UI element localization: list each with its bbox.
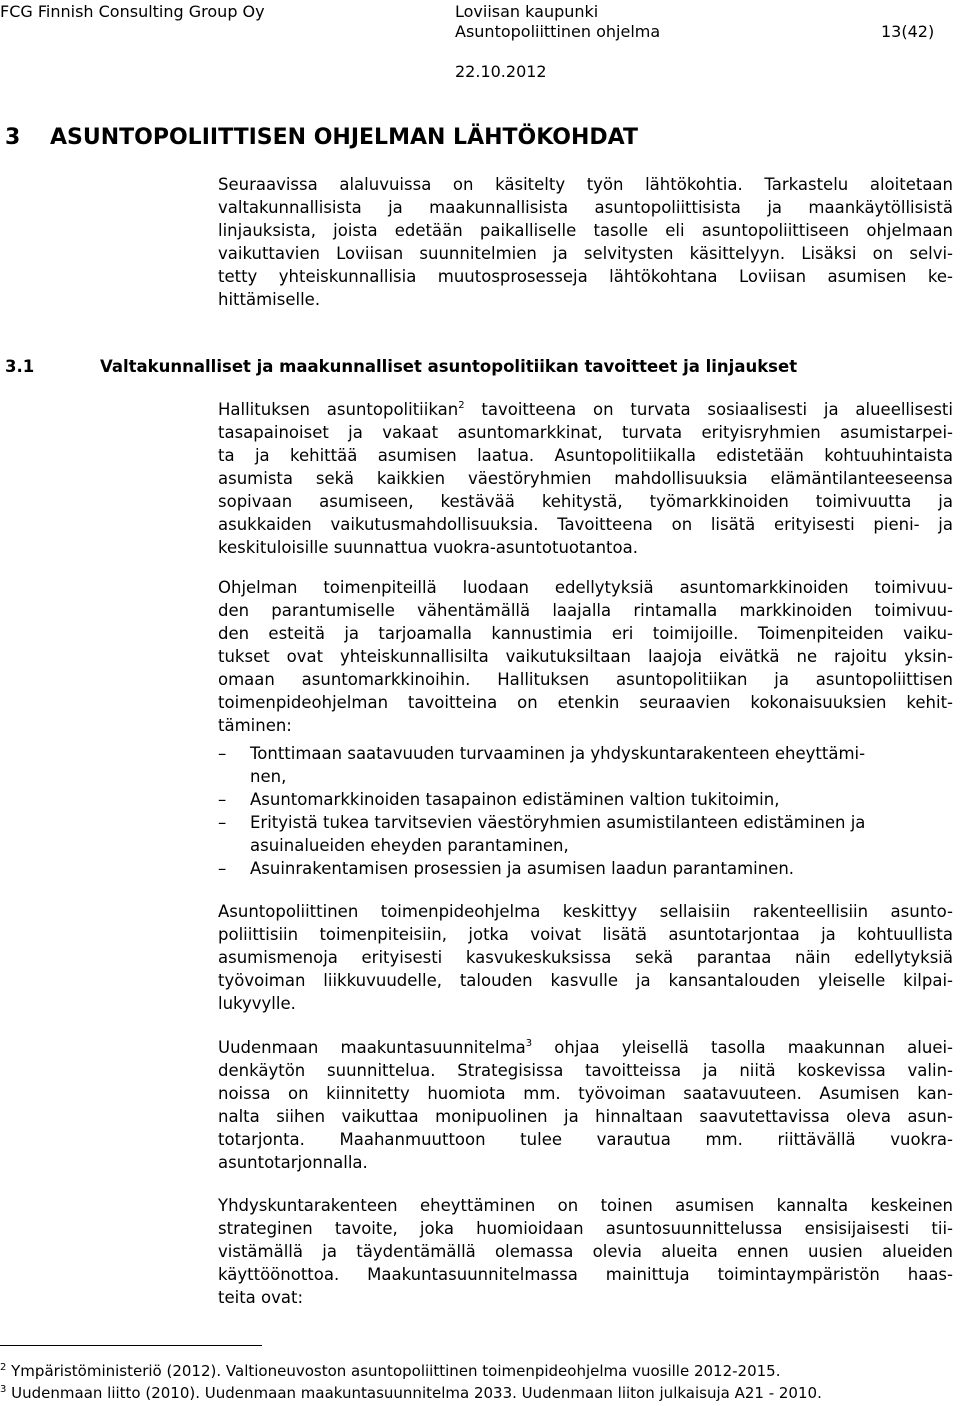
header-client: Loviisan kaupunki <box>455 2 599 21</box>
section-number: 3.1 <box>5 357 35 376</box>
text-line <box>218 398 953 421</box>
text-line: tasapainoiset ja vakaat asuntomarkkinat, turvata erityisryhmien asumistarpei- <box>218 423 953 442</box>
text-line: Asuinrakentamisen prosessien ja asumisen laadun parantaminen. <box>250 859 795 878</box>
footnote-separator <box>0 1345 262 1346</box>
list-item <box>218 742 953 788</box>
goals-list <box>218 742 953 880</box>
text-line: Seuraavissa alaluvuissa on käsitelty työn lähtökohtia. Tarkastelu aloitetaan <box>218 175 953 194</box>
text-line: keskituloisille suunnattua vuokra-asuntotuotantoa. <box>218 538 638 557</box>
text-line: den parantumiselle vähentämällä laajalla rintamalla markkinoiden toimivuu- <box>218 601 953 620</box>
text-line: täminen: <box>218 716 292 735</box>
text-line: tukset ovat yhteiskunnallisilta vaikutuksiltaan laajoja eivätkä ne rajoitu yksin- <box>218 647 953 666</box>
text-line: asuinalueiden eheyden parantaminen, <box>250 836 569 855</box>
text-line: asuntotarjonnalla. <box>218 1153 368 1172</box>
text-line: linjauksista, joista edetään paikalliselle tasolle eli asuntopoliittiseen ohjelmaan <box>218 221 953 240</box>
text-line: tetty yhteiskunnallisia muutosprosesseja lähtökohtana Loviisan asumisen ke- <box>218 267 953 286</box>
text-line: lukyvylle. <box>218 994 296 1013</box>
text-line: denkäytön suunnittelua. Strategisissa tavoitteissa ja niitä koskevissa valin- <box>218 1061 953 1080</box>
text-line: ta ja kehittää asumisen laatua. Asuntopolitiikalla edistetään kohtuuhintaista <box>218 446 953 465</box>
text-line: nalta siihen vaikuttaa monipuolinen ja hinnaltaan saavutettavissa oleva asun- <box>218 1107 953 1126</box>
header-date: 22.10.2012 <box>455 62 547 81</box>
footnote-text: Ympäristöministeriö (2012). Valtioneuvoston asuntopoliittinen toimenpideohjelma vuosille 2012-2015. <box>6 1362 781 1380</box>
footnote-text: Uudenmaan liitto (2010). Uudenmaan maakuntasuunnitelma 2033. Uudenmaan liiton julkaisuja A21 - 2010. <box>6 1384 822 1402</box>
text-line: työvoiman liikkuvuudelle, talouden kasvulle ja kansantalouden yleiselle kilpai- <box>218 971 953 990</box>
text-line <box>218 1036 953 1059</box>
text-line: nen, <box>250 767 287 786</box>
intro-paragraph <box>218 173 953 311</box>
footnote-mark: 3 <box>0 1384 7 1395</box>
text-line: den esteitä ja tarjoamalla kannustimia eri toimijoille. Toimenpiteiden vaiku- <box>218 624 953 643</box>
footnote-mark: 2 <box>0 1362 7 1373</box>
paragraph-program-focus <box>218 900 953 1015</box>
text-line: vistämällä ja täydentämällä olemassa olevia alueita ennen uusien alueiden <box>218 1242 953 1261</box>
text-line: omaan asuntomarkkinoihin. Hallituksen asuntopolitiikan ja asuntopoliittisen <box>218 670 953 689</box>
header-document-title: Asuntopoliittinen ohjelma <box>455 22 661 41</box>
text-line: toimenpideohjelman tavoitteina on etenkin seuraavien kokonaisuuksien kehit- <box>218 693 953 712</box>
text-line: vaikuttavien Loviisan suunnitelmien ja selvitysten käsittelyyn. Lisäksi on selvi- <box>218 244 953 263</box>
text-line: Tonttimaan saatavuuden turvaaminen ja yhdyskuntarakenteen eheyttämi- <box>250 744 866 763</box>
text-run: Uudenmaan maakuntasuunnitelma <box>218 1038 526 1057</box>
text-line: Ohjelman toimenpiteillä luodaan edellytyksiä asuntomarkkinoiden toimivuu- <box>218 578 953 597</box>
paragraph-goals <box>218 398 953 559</box>
text-line: Asuntopoliittinen toimenpideohjelma keskittyy sellaisiin rakenteellisiin asunto- <box>218 902 953 921</box>
text-line: Asuntomarkkinoiden tasapainon edistäminen valtion tukitoimin, <box>250 790 780 809</box>
list-item <box>218 811 953 857</box>
list-item <box>218 788 953 811</box>
text-run: tavoitteena on turvata sosiaalisesti ja alueellisesti <box>464 400 953 419</box>
text-line: Erityistä tukea tarvitsevien väestöryhmien asumistilanteen edistäminen ja <box>250 813 866 832</box>
chapter-heading <box>5 124 638 152</box>
text-line: poliittisiin toimenpiteisiin, jotka voivat lisätä asuntotarjontaa ja kohtuullista <box>218 925 953 944</box>
chapter-number: 3 <box>5 125 21 150</box>
text-run: ohjaa yleisellä tasolla maakunnan aluei- <box>532 1038 954 1057</box>
text-line: asumismenoja erityisesti kasvukeskuksissa sekä parantaa näin edellytyksiä <box>218 948 953 967</box>
dash-bullet: – <box>218 744 227 763</box>
text-line: asukkaiden vaikutusmahdollisuuksia. Tavoitteena on lisätä erityisesti pieni- ja <box>218 515 953 534</box>
footnote-3 <box>0 1384 822 1402</box>
footnote-2 <box>0 1362 781 1380</box>
dash-bullet: – <box>218 790 227 809</box>
text-line: totarjonta. Maahanmuuttoon tulee varautua mm. riittävällä vuokra- <box>218 1130 953 1149</box>
footnote-ref-2[interactable]: 2 <box>458 400 465 411</box>
paragraph-community-structure <box>218 1194 953 1309</box>
header-page-number: 13(42) <box>881 22 935 41</box>
text-line: valtakunnallisista ja maakunnallisista asuntopoliittisista ja maankäytöllisistä <box>218 198 953 217</box>
text-line: Yhdyskuntarakenteen eheyttäminen on toinen asumisen kannalta keskeinen <box>218 1196 953 1215</box>
header-company: FCG Finnish Consulting Group Oy <box>0 2 265 21</box>
section-heading <box>5 356 797 378</box>
paragraph-regional-plan <box>218 1036 953 1174</box>
text-line: käyttöönottoa. Maakuntasuunnitelmassa mainittuja toimintaympäristön haas- <box>218 1265 953 1284</box>
section-title: Valtakunnalliset ja maakunnalliset asuntopolitiikan tavoitteet ja linjaukset <box>100 357 798 376</box>
text-line: strateginen tavoite, joka huomioidaan asuntosuunnittelussa ensisijaisesti tii- <box>218 1219 953 1238</box>
text-line: noissa on kiinnitetty huomiota mm. työvoiman saatavuuteen. Asumisen kan- <box>218 1084 953 1103</box>
dash-bullet: – <box>218 859 227 878</box>
text-line: sopivaan asumiseen, kestävää kehitystä, työmarkkinoiden toimivuutta ja <box>218 492 953 511</box>
paragraph-measures <box>218 576 953 737</box>
text-line: asumista sekä kaikkien väestöryhmien mahdollisuuksia elämäntilanteeseensa <box>218 469 953 488</box>
chapter-title: ASUNTOPOLIITTISEN OHJELMAN LÄHTÖKOHDAT <box>50 125 638 150</box>
text-line: teita ovat: <box>218 1288 304 1307</box>
footnote-ref-3[interactable]: 3 <box>525 1038 533 1049</box>
dash-bullet: – <box>218 813 227 832</box>
text-line: hittämiselle. <box>218 290 321 309</box>
text-run: Hallituksen asuntopolitiikan <box>218 400 459 419</box>
list-item <box>218 857 953 880</box>
